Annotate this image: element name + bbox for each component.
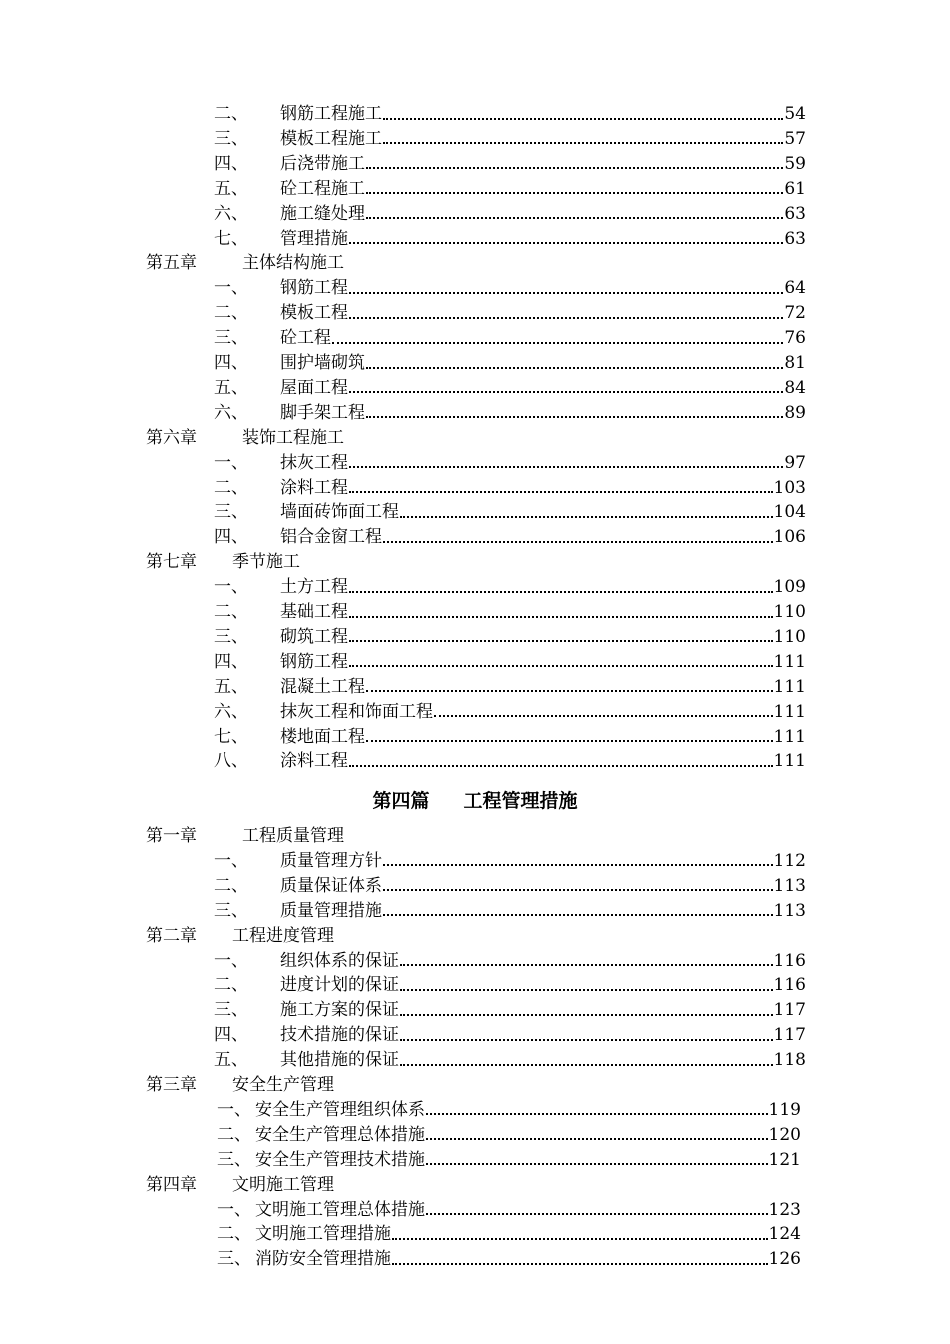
- entry-title: 屋面工程: [280, 377, 348, 398]
- entry-title: 质量管理方针: [280, 850, 382, 871]
- entry-title: 涂料工程: [280, 751, 348, 772]
- entry-title: 模板工程: [280, 303, 348, 324]
- toc-entry[interactable]: [0, 899, 950, 924]
- entry-number: 四、: [214, 1025, 248, 1046]
- dot-leader: [426, 1138, 768, 1140]
- toc-entry[interactable]: [0, 1148, 950, 1173]
- entry-number: 四、: [214, 527, 248, 548]
- entry-title: 抹灰工程: [280, 452, 348, 473]
- entry-page-number: 61: [784, 178, 806, 199]
- dot-leader: [383, 541, 773, 543]
- entry-page-number: 63: [784, 228, 806, 249]
- chapter-title: 装饰工程施工: [242, 427, 344, 448]
- dot-leader: [349, 765, 773, 767]
- toc-entry[interactable]: [0, 401, 950, 426]
- toc-entry[interactable]: [0, 1198, 950, 1223]
- toc-entry[interactable]: [0, 749, 950, 774]
- entry-title: 涂料工程: [280, 477, 348, 498]
- entry-number: 四、: [214, 153, 248, 174]
- toc-entry[interactable]: [0, 675, 950, 700]
- dot-leader: [349, 391, 783, 393]
- entry-title: 组织体系的保证: [280, 950, 399, 971]
- entry-number: 二、: [214, 602, 248, 622]
- entry-title: 技术措施的保证: [280, 1025, 399, 1046]
- toc-entry[interactable]: [0, 1023, 950, 1048]
- dot-leader: [349, 640, 773, 642]
- entry-title: 模板工程施工: [280, 128, 382, 149]
- toc-entry[interactable]: [0, 152, 950, 177]
- toc-entry[interactable]: [0, 202, 950, 227]
- toc-entry[interactable]: [0, 625, 950, 650]
- entry-number: 一、: [214, 278, 248, 299]
- toc-entry[interactable]: [0, 451, 950, 476]
- toc-entry[interactable]: [0, 973, 950, 998]
- dot-leader: [400, 1039, 773, 1041]
- toc-entry[interactable]: [0, 1048, 950, 1073]
- entry-number: 一、: [214, 452, 248, 473]
- toc-entry[interactable]: [0, 1247, 950, 1272]
- entry-number: 八、: [214, 751, 248, 772]
- toc-entry[interactable]: [0, 600, 950, 625]
- toc-entry[interactable]: [0, 998, 950, 1023]
- toc-entry[interactable]: [0, 650, 950, 675]
- entry-number: 一、: [214, 850, 248, 871]
- entry-page-number: 111: [773, 701, 806, 722]
- entry-page-number: 109: [773, 577, 806, 598]
- dot-leader: [400, 1014, 773, 1016]
- entry-number: 二、: [214, 303, 248, 324]
- part-number: 第四篇: [372, 790, 430, 812]
- entry-title: 文明施工管理总体措施: [255, 1199, 425, 1220]
- entry-title: 钢筋工程施工: [280, 104, 382, 124]
- entry-page-number: 117: [773, 1025, 806, 1046]
- dot-leader: [434, 715, 773, 717]
- entry-title: 基础工程: [280, 602, 348, 622]
- chapter-title: 季节施工: [232, 552, 300, 573]
- entry-number: 二、: [217, 1124, 251, 1145]
- entry-page-number: 54: [784, 104, 806, 124]
- entry-number: 七、: [214, 726, 248, 747]
- toc-entry[interactable]: [0, 476, 950, 501]
- chapter-number: 第六章: [146, 427, 197, 448]
- entry-title: 墙面砖饰面工程: [280, 502, 399, 523]
- dot-leader: [366, 740, 773, 742]
- entry-title: 消防安全管理措施: [255, 1249, 391, 1270]
- chapter-title: 文明施工管理: [232, 1174, 334, 1195]
- entry-number: 四、: [214, 353, 248, 373]
- chapter-heading[interactable]: [0, 550, 950, 575]
- entry-title: 砼工程施工: [280, 178, 365, 199]
- dot-leader: [349, 317, 783, 319]
- entry-page-number: 103: [773, 477, 806, 498]
- entry-title: 脚手架工程: [280, 402, 365, 423]
- entry-page-number: 119: [768, 1099, 801, 1120]
- entry-title: 安全生产管理技术措施: [255, 1149, 425, 1170]
- dot-leader: [426, 1163, 768, 1165]
- dot-leader: [349, 242, 783, 244]
- entry-page-number: 59: [784, 153, 806, 174]
- chapter-heading[interactable]: [0, 251, 950, 276]
- entry-page-number: 118: [773, 1050, 806, 1071]
- entry-title: 安全生产管理组织体系: [255, 1099, 425, 1120]
- entry-title: 质量管理措施: [280, 900, 382, 921]
- entry-title: 混凝土工程: [280, 676, 365, 697]
- entry-number: 五、: [214, 178, 248, 199]
- dot-leader: [332, 342, 783, 344]
- entry-page-number: 106: [773, 527, 806, 548]
- chapter-title: 安全生产管理: [232, 1075, 334, 1095]
- chapter-number: 第三章: [146, 1075, 197, 1095]
- entry-number: 七、: [214, 228, 248, 249]
- chapter-heading[interactable]: [0, 824, 950, 849]
- entry-number: 三、: [214, 502, 248, 523]
- entry-page-number: 110: [773, 626, 806, 647]
- entry-number: 四、: [214, 651, 248, 672]
- entry-page-number: 104: [773, 502, 806, 523]
- dot-leader: [383, 889, 773, 891]
- entry-number: 二、: [217, 1224, 251, 1245]
- chapter-heading[interactable]: [0, 1173, 950, 1198]
- entry-number: 一、: [217, 1099, 251, 1120]
- toc-entry[interactable]: [0, 276, 950, 301]
- dot-leader: [366, 690, 773, 692]
- entry-number: 五、: [214, 676, 248, 697]
- toc-entry[interactable]: [0, 874, 950, 899]
- entry-number: 三、: [214, 328, 248, 349]
- entry-page-number: 57: [784, 128, 806, 149]
- entry-title: 进度计划的保证: [280, 975, 399, 996]
- dot-leader: [366, 217, 783, 219]
- entry-page-number: 111: [773, 651, 806, 672]
- toc-entry[interactable]: [0, 351, 950, 376]
- toc-entry[interactable]: [0, 949, 950, 974]
- entry-page-number: 121: [768, 1149, 801, 1170]
- dot-leader: [400, 989, 773, 991]
- entry-page-number: 72: [784, 303, 806, 324]
- entry-title: 质量保证体系: [280, 875, 382, 896]
- chapter-heading[interactable]: [0, 924, 950, 949]
- entry-number: 三、: [214, 128, 248, 149]
- dot-leader: [400, 1064, 773, 1066]
- entry-page-number: 81: [784, 353, 806, 373]
- entry-number: 二、: [214, 975, 248, 996]
- toc-entry[interactable]: [0, 1222, 950, 1247]
- dot-leader: [426, 1113, 768, 1115]
- toc-entry[interactable]: [0, 700, 950, 725]
- dot-leader: [383, 914, 773, 916]
- dot-leader: [349, 665, 773, 667]
- entry-title: 文明施工管理措施: [255, 1224, 391, 1245]
- dot-leader: [349, 292, 783, 294]
- entry-page-number: 97: [784, 452, 806, 473]
- entry-number: 二、: [214, 104, 248, 124]
- entry-title: 钢筋工程: [280, 651, 348, 672]
- dot-leader: [349, 591, 773, 593]
- entry-page-number: 113: [773, 900, 806, 921]
- entry-number: 三、: [214, 1000, 248, 1021]
- toc-entry[interactable]: [0, 725, 950, 750]
- entry-page-number: 116: [773, 950, 806, 971]
- toc-entry[interactable]: [0, 177, 950, 202]
- toc-entry[interactable]: [0, 1098, 950, 1123]
- toc-entry[interactable]: [0, 301, 950, 326]
- entry-page-number: 112: [773, 850, 806, 871]
- dot-leader: [349, 491, 773, 493]
- chapter-title: 主体结构施工: [242, 253, 344, 274]
- entry-title: 砼工程: [280, 328, 331, 349]
- toc-entry[interactable]: [0, 227, 950, 252]
- entry-number: 一、: [214, 950, 248, 971]
- entry-title: 后浇带施工: [280, 153, 365, 174]
- entry-page-number: 89: [784, 402, 806, 423]
- entry-page-number: 117: [773, 1000, 806, 1021]
- chapter-number: 第一章: [146, 826, 197, 846]
- entry-page-number: 111: [773, 676, 806, 697]
- entry-title: 铝合金窗工程: [280, 527, 382, 548]
- entry-page-number: 124: [768, 1224, 801, 1245]
- toc-entry[interactable]: [0, 525, 950, 550]
- entry-page-number: 110: [773, 602, 806, 622]
- entry-number: 五、: [214, 377, 248, 398]
- dot-leader: [383, 864, 773, 866]
- dot-leader: [392, 1263, 768, 1265]
- entry-title: 钢筋工程: [280, 278, 348, 299]
- dot-leader: [383, 118, 783, 120]
- toc-entry[interactable]: [0, 127, 950, 152]
- toc-entry[interactable]: [0, 849, 950, 874]
- chapter-number: 第四章: [146, 1174, 197, 1195]
- chapter-number: 第五章: [146, 253, 197, 274]
- entry-page-number: 111: [773, 751, 806, 772]
- dot-leader: [366, 416, 783, 418]
- dot-leader: [400, 964, 773, 966]
- dot-leader: [392, 1238, 768, 1240]
- toc-entry[interactable]: [0, 326, 950, 351]
- dot-leader: [400, 516, 773, 518]
- toc-entry[interactable]: [0, 376, 950, 401]
- entry-page-number: 120: [768, 1124, 801, 1145]
- entry-page-number: 113: [773, 875, 806, 896]
- chapter-number: 第二章: [146, 925, 197, 946]
- entry-number: 六、: [214, 701, 248, 722]
- entry-title: 楼地面工程: [280, 726, 365, 747]
- dot-leader: [383, 142, 783, 144]
- toc-entry[interactable]: [0, 500, 950, 525]
- dot-leader: [366, 192, 783, 194]
- entry-number: 五、: [214, 1050, 248, 1071]
- dot-leader: [426, 1213, 768, 1215]
- dot-leader: [366, 367, 783, 369]
- entry-title: 施工缝处理: [280, 203, 365, 224]
- entry-number: 三、: [214, 626, 248, 647]
- entry-number: 六、: [214, 402, 248, 423]
- entry-title: 安全生产管理总体措施: [255, 1124, 425, 1145]
- part-title: 工程管理措施: [463, 790, 578, 812]
- dot-leader: [349, 616, 773, 618]
- dot-leader: [366, 167, 783, 169]
- entry-title: 施工方案的保证: [280, 1000, 399, 1021]
- chapter-heading[interactable]: [0, 426, 950, 451]
- entry-number: 二、: [214, 875, 248, 896]
- entry-number: 一、: [217, 1199, 251, 1220]
- entry-number: 三、: [214, 900, 248, 921]
- entry-number: 六、: [214, 203, 248, 224]
- entry-title: 抹灰工程和饰面工程: [280, 701, 433, 722]
- dot-leader: [349, 466, 783, 468]
- entry-page-number: 63: [784, 203, 806, 224]
- entry-page-number: 116: [773, 975, 806, 996]
- entry-title: 围护墙砌筑: [280, 353, 365, 373]
- entry-title: 其他措施的保证: [280, 1050, 399, 1071]
- chapter-number: 第七章: [146, 552, 197, 573]
- entry-page-number: 76: [784, 328, 806, 349]
- entry-number: 一、: [214, 577, 248, 598]
- entry-page-number: 126: [768, 1249, 801, 1270]
- toc-entry[interactable]: [0, 102, 950, 127]
- chapter-heading[interactable]: [0, 1073, 950, 1098]
- entry-number: 三、: [217, 1149, 251, 1170]
- entry-title: 砌筑工程: [280, 626, 348, 647]
- chapter-title: 工程进度管理: [232, 925, 334, 946]
- entry-page-number: 123: [768, 1199, 801, 1220]
- entry-title: 土方工程: [280, 577, 348, 598]
- entry-number: 三、: [217, 1249, 251, 1270]
- entry-page-number: 111: [773, 726, 806, 747]
- part-heading: [0, 786, 950, 816]
- chapter-title: 工程质量管理: [242, 826, 344, 846]
- entry-page-number: 84: [784, 377, 806, 398]
- entry-title: 管理措施: [280, 228, 348, 249]
- toc-entry[interactable]: [0, 575, 950, 600]
- entry-page-number: 64: [784, 278, 806, 299]
- entry-number: 二、: [214, 477, 248, 498]
- toc-entry[interactable]: [0, 1123, 950, 1148]
